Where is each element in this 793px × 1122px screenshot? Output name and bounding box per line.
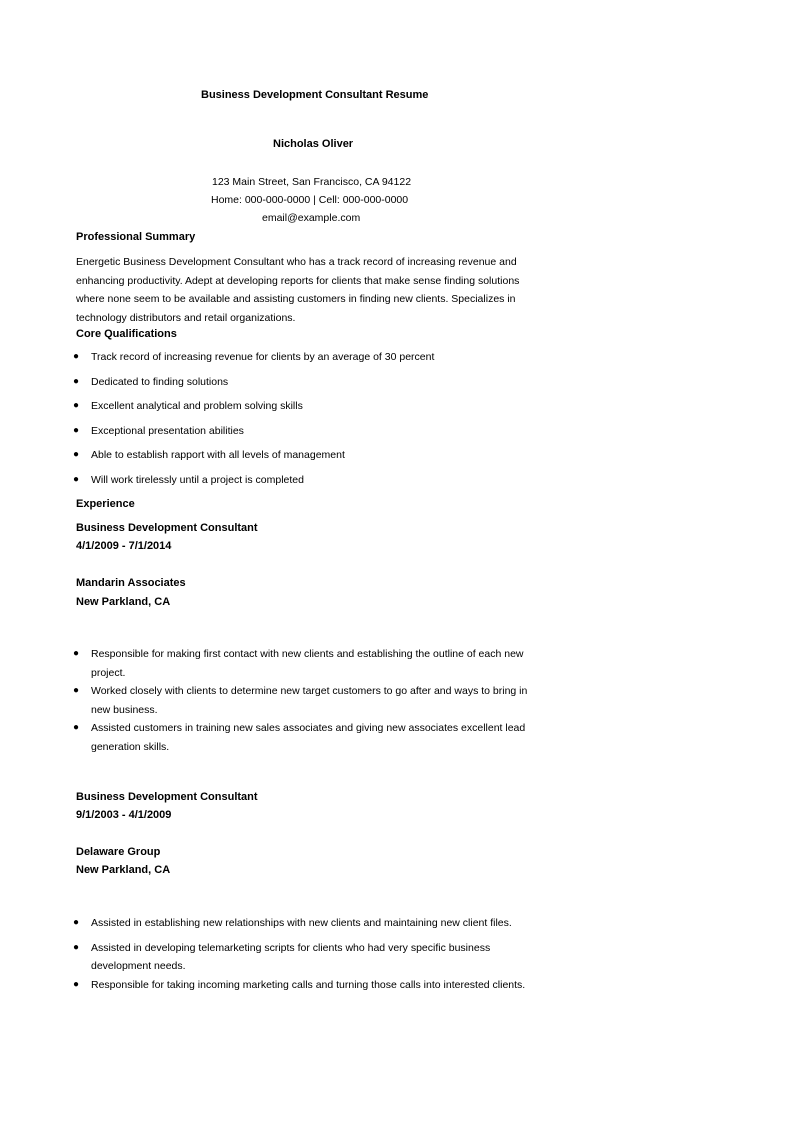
bullet-icon: ● — [73, 917, 80, 928]
summary-text: Energetic Business Development Consultant who has a track record of increasing revenue and enhancing productivity. Adept at developing reports for clients that make sense finding solutions where none seem to be available and assisting customers in finding new clients. Specializes in technology distributors and retail organizations. — [76, 256, 520, 324]
bullet-icon: ● — [73, 978, 80, 990]
job-location: New Parkland, CA — [76, 596, 171, 608]
experience-heading: Experience — [76, 498, 135, 510]
qualifications-list — [73, 348, 541, 495]
list-item: ● Assisted in establishing new relationships with new clients and maintaining new client files. — [76, 914, 541, 933]
job-title: Business Development Consultant — [76, 522, 258, 534]
bullet-icon: ● — [73, 424, 80, 436]
contact-email: email@example.com — [262, 212, 361, 224]
job-location: New Parkland, CA — [76, 864, 171, 876]
document-title: Business Development Consultant Resume — [201, 89, 429, 101]
candidate-name: Nicholas Oliver — [273, 138, 354, 150]
qualifications-heading: Core Qualifications — [76, 328, 177, 340]
job-title: Business Development Consultant — [76, 791, 258, 803]
list-item: ● Responsible for taking incoming marketing calls and turning those calls into interested clients. — [76, 976, 541, 995]
job-company: Mandarin Associates — [76, 577, 186, 589]
contact-address: 123 Main Street, San Francisco, CA 94122 — [212, 176, 412, 188]
list-item: ● Able to establish rapport with all levels of management — [76, 446, 541, 471]
bullet-icon: ● — [73, 400, 80, 411]
bullet-icon: ● — [73, 941, 80, 953]
list-item: ● Exceptional presentation abilities — [76, 422, 541, 447]
list-item: ● Track record of increasing revenue for clients by an average of 30 percent — [76, 348, 541, 373]
list-item: ● Responsible for making first contact with new clients and establishing the outline of each new project. — [76, 645, 541, 682]
list-item: ● Assisted in developing telemarketing scripts for clients who had very specific business development needs. — [76, 939, 541, 976]
bullet-icon: ● — [73, 375, 80, 387]
job-dates: 4/1/2009 - 7/1/2014 — [76, 540, 172, 552]
job-duties-list — [73, 914, 541, 994]
contact-phones: Home: 000-000-0000 | Cell: 000-000-0000 — [211, 194, 409, 206]
bullet-icon: ● — [73, 449, 80, 460]
list-item: ● Excellent analytical and problem solving skills — [76, 397, 541, 422]
list-item: ● Will work tirelessly until a project is completed — [76, 471, 541, 496]
job-dates: 9/1/2003 - 4/1/2009 — [76, 809, 172, 821]
list-item: ● Worked closely with clients to determine new target customers to go after and ways to bring in new business. — [76, 682, 541, 719]
job-company: Delaware Group — [76, 846, 161, 858]
bullet-icon: ● — [73, 351, 80, 362]
bullet-icon: ● — [73, 685, 80, 696]
bullet-icon: ● — [73, 473, 80, 485]
bullet-icon: ● — [73, 722, 80, 733]
job-duties-list — [73, 645, 541, 756]
summary-heading: Professional Summary — [76, 231, 196, 243]
list-item: ● Dedicated to finding solutions — [76, 373, 541, 398]
list-item: ● Assisted customers in training new sales associates and giving new associates excellent lead generation skills. — [76, 719, 541, 756]
bullet-icon: ● — [73, 648, 80, 659]
